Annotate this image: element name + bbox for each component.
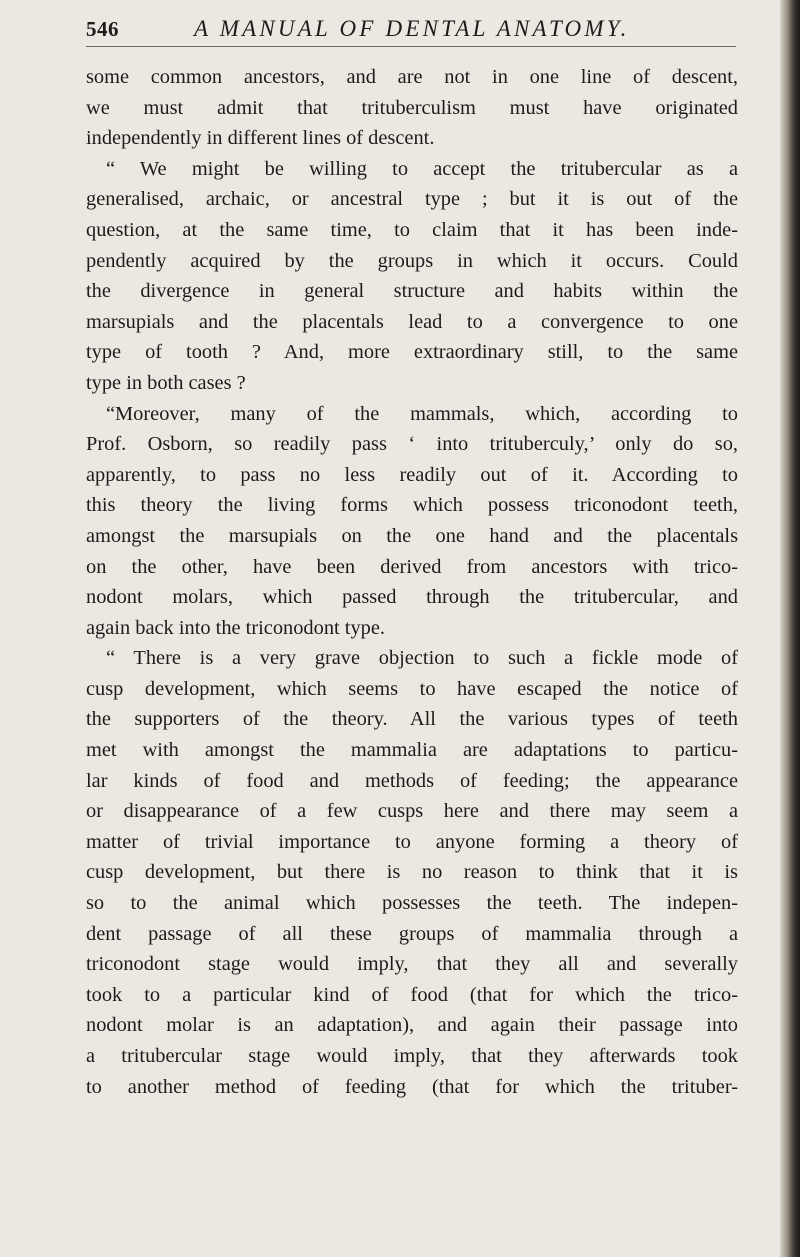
text-line: nodont molars, which passed through the tritubercular, and (86, 586, 738, 609)
text-line: again back into the triconodont type. (86, 616, 385, 639)
text-line: cusp development, but there is no reason to think that it is (86, 861, 738, 884)
text-line: to another method of feeding (that for which the trituber- (86, 1075, 738, 1098)
text-line: amongst the marsupials on the one hand and the placentals (86, 524, 738, 547)
paragraph (86, 154, 738, 399)
text-line: marsupials and the placentals lead to a convergence to one (86, 310, 738, 333)
text-line: matter of trivial importance to anyone forming a theory of (86, 830, 738, 853)
text-line: on the other, have been derived from ancestors with trico- (86, 555, 738, 578)
text-line: generalised, archaic, or ancestral type ; but it is out of the (86, 188, 738, 211)
paragraph (86, 643, 738, 1102)
text-line: or disappearance of a few cusps here and there may seem a (86, 800, 738, 823)
text-line: “ We might be willing to accept the tritubercular as a (106, 157, 738, 180)
header-rule (86, 46, 736, 47)
text-line: this theory the living forms which possess triconodont teeth, (86, 494, 738, 517)
text-line: “Moreover, many of the mammals, which, according to (106, 402, 738, 425)
text-line: “ There is a very grave objection to such a fickle mode of (106, 647, 738, 670)
text-line: type of tooth ? And, more extraordinary still, to the same (86, 341, 738, 364)
text-line: type in both cases ? (86, 371, 246, 394)
text-line: met with amongst the mammalia are adaptations to particu- (86, 739, 738, 762)
text-line: independently in different lines of descent. (86, 127, 435, 150)
body-text (86, 62, 738, 1102)
text-line: nodont molar is an adaptation), and again their passage into (86, 1014, 738, 1037)
text-line: took to a particular kind of food (that for which the trico- (86, 983, 738, 1006)
text-line: cusp development, which seems to have escaped the notice of (86, 677, 738, 700)
text-line: pendently acquired by the groups in which it occurs. Could (86, 249, 738, 272)
page-edge-shadow (780, 0, 800, 1257)
text-line: question, at the same time, to claim that it has been inde- (86, 218, 738, 241)
text-line: the divergence in general structure and habits within the (86, 280, 738, 303)
running-head (86, 17, 738, 45)
text-line: some common ancestors, and are not in one line of descent, (86, 66, 738, 88)
text-line: lar kinds of food and methods of feeding; the appearance (86, 769, 738, 792)
text-line: dent passage of all these groups of mammalia through a (86, 922, 738, 945)
text-line: a tritubercular stage would imply, that they afterwards took (86, 1045, 738, 1067)
text-line: so to the animal which possesses the teeth. The indepen- (86, 892, 738, 915)
paragraph (86, 399, 738, 644)
text-line: we must admit that trituberculism must have originated (86, 96, 738, 119)
page-number: 546 (86, 17, 119, 41)
book-title: A MANUAL OF DENTAL ANATOMY. (194, 16, 630, 41)
text-line: triconodont stage would imply, that they all and severally (86, 953, 738, 976)
text-line: the supporters of the theory. All the various types of teeth (86, 708, 738, 731)
text-line: Prof. Osborn, so readily pass ‘ into trituberculy,’ only do so, (86, 433, 738, 456)
paragraph (86, 62, 738, 154)
text-line: apparently, to pass no less readily out of it. According to (86, 463, 738, 486)
